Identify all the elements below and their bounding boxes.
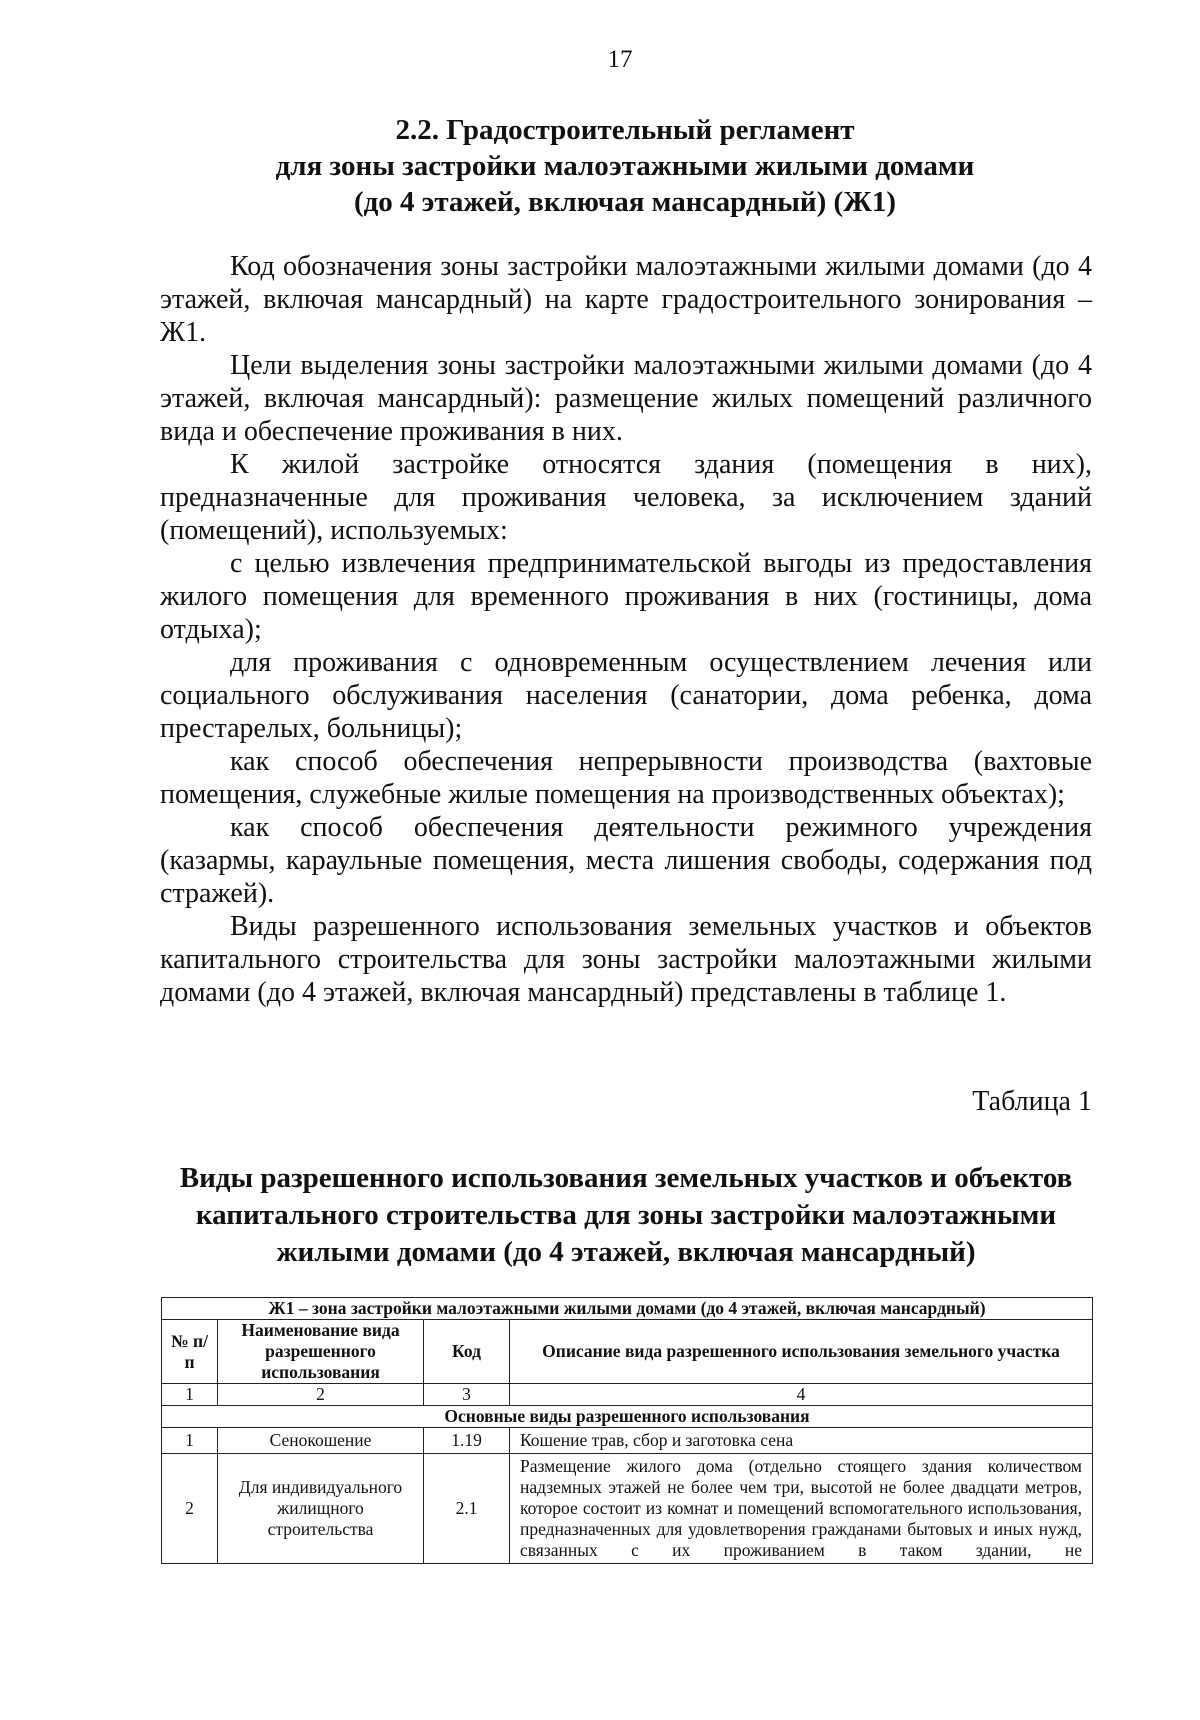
column-number-row <box>162 1384 1093 1406</box>
paragraph: для проживания с одновременным осуществлением лечения или социального обслуживания населения (санатории, дома ребенка, дома престарелых, больницы); <box>160 647 1092 744</box>
col-header-name: Наименование вида разрешенного использования <box>218 1320 424 1384</box>
row-code: 2.1 <box>424 1454 510 1564</box>
paragraph: К жилой застройке относятся здания (помещения в них), предназначенные для проживания человека, за исключением зданий (помещений), используемых: <box>160 449 1092 546</box>
heading-line-3: (до 4 этажей, включая мансардный) (Ж1) <box>353 186 897 218</box>
section-header-row <box>162 1406 1093 1428</box>
table-title-line-2: капитального строительства для зоны застройки малоэтажными <box>195 1199 1057 1231</box>
table-row <box>162 1454 1093 1564</box>
row-num: 2 <box>162 1454 218 1564</box>
row-num: 1 <box>162 1428 218 1454</box>
section-header: Основные виды разрешенного использования <box>162 1406 1093 1428</box>
table-title-line-1: Виды разрешенного использования земельных участков и объектов <box>179 1162 1073 1194</box>
row-desc: Размещение жилого дома (отдельно стоящего здания количеством надземных этажей не более чем три, высотой не более двадцати метров, которое состоит из комнат и помещений вспомогательного использования, предназначенных для удовлетворения гражданами бытовых и иных нужд, связанных с их проживанием в таком здании, не <box>510 1454 1093 1564</box>
table-row <box>162 1428 1093 1454</box>
table-title-line-3: жилыми домами (до 4 этажей, включая мансардный) <box>276 1236 976 1268</box>
paragraph: с целью извлечения предпринимательской выгоды из предоставления жилого помещения для временного проживания в них (гостиницы, дома отдыха); <box>160 548 1092 645</box>
page-number: 17 <box>607 46 633 73</box>
col-number: 2 <box>218 1384 424 1406</box>
col-header-desc: Описание вида разрешенного использования земельного участка <box>510 1320 1093 1384</box>
table-caption: Таблица 1 <box>972 1086 1092 1117</box>
paragraph: Цели выделения зоны застройки малоэтажными жилыми домами (до 4 этажей, включая мансардный): размещение жилых помещений различного вида и обеспечение проживания в них. <box>160 350 1092 447</box>
table-title <box>160 1160 1092 1271</box>
row-desc: Кошение трав, сбор и заготовка сена <box>510 1428 1093 1454</box>
heading-line-1: 2.2. Градостроительный регламент <box>395 114 855 146</box>
section-heading <box>160 112 1090 220</box>
row-name: Сенокошение <box>218 1428 424 1454</box>
paragraph: Код обозначения зоны застройки малоэтажными жилыми домами (до 4 этажей, включая мансардный) на карте градостроительного зонирования – Ж1. <box>160 251 1092 348</box>
col-number: 4 <box>510 1384 1093 1406</box>
col-number: 1 <box>162 1384 218 1406</box>
usage-table <box>161 1297 1093 1564</box>
body-text <box>160 250 1092 1009</box>
paragraph: как способ обеспечения деятельности режимного учреждения (казармы, караульные помещения, места лишения свободы, содержания под стражей). <box>160 812 1092 909</box>
zone-header-row <box>162 1298 1093 1320</box>
paragraph: Виды разрешенного использования земельных участков и объектов капитального строительства для зоны застройки малоэтажными жилыми домами (до 4 этажей, включая мансардный) представлены в таблице 1. <box>160 911 1092 1008</box>
col-header-code: Код <box>424 1320 510 1384</box>
col-number: 3 <box>424 1384 510 1406</box>
heading-line-2: для зоны застройки малоэтажными жилыми домами <box>275 150 975 182</box>
zone-header: Ж1 – зона застройки малоэтажными жилыми домами (до 4 этажей, включая мансардный) <box>162 1298 1093 1320</box>
paragraph: как способ обеспечения непрерывности производства (вахтовые помещения, служебные жилые помещения на производственных объектах); <box>160 746 1092 810</box>
row-name: Для индивидуального жилищного строительства <box>218 1454 424 1564</box>
col-header-num: № п/п <box>162 1320 218 1384</box>
row-code: 1.19 <box>424 1428 510 1454</box>
column-header-row <box>162 1320 1093 1384</box>
